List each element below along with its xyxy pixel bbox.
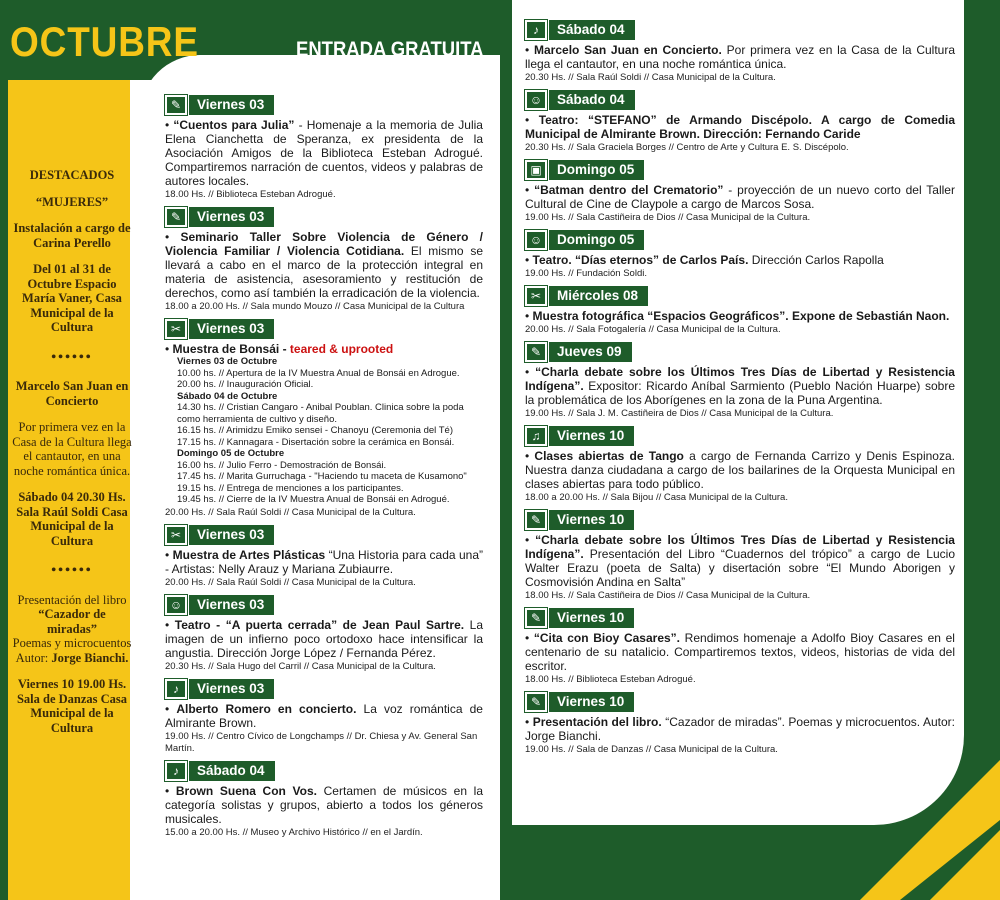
dance-icon: ♫	[525, 426, 547, 446]
event-description: • Clases abiertas de Tango a cargo de Fernanda Carrizo y Denis Espinoza. Nuestra danza ciudadana a cargo de los bailarines de la Orquesta Municipal en clases abiertas para todo público.	[525, 449, 955, 491]
music-note-icon: ♪	[165, 679, 187, 699]
event-text: - proyección de un nuevo corto del Taller Cultural de Cine de Claypole a cargo de Marcos Sosa.	[525, 183, 955, 211]
event-header	[165, 525, 483, 545]
event-title: “Cuentos para Julia”	[173, 118, 295, 132]
event-title: Teatro - “A puerta cerrada” de Jean Paul Sartre.	[174, 617, 465, 632]
event-description: • Seminario Taller Sobre Violencia de Género / Violencia Familiar / Violencia Cotidiana. El mismo se llevará a cabo en el marco de la protección integral en materia de asistencia, asesoramiento y restitución de derechos, como así también la erradicación de la violencia.	[165, 230, 483, 300]
book-pen-icon: ✎	[165, 207, 187, 227]
event-item	[165, 319, 483, 519]
event-text: Rendimos homenaje a Adolfo Bioy Casares en el centenario de su natalicio. Compartiremos textos, videos, historias de vida del escritor.	[525, 631, 955, 673]
page-title: OCTUBRE	[10, 18, 199, 65]
event-header	[165, 207, 483, 227]
schedule-line: 19.15 hs. // Entrega de menciones a los participantes.	[177, 482, 404, 494]
sidebar-marcelo-title: Marcelo San Juan en Concierto	[15, 379, 129, 408]
event-text: a cargo de Fernanda Carrizo y Denis Espinoza. Nuestra danza ciudadana a cargo de los bailarines de la Orquesta Municipal en clases abiertas para todo público.	[525, 449, 955, 491]
event-title: Presentación del libro.	[532, 715, 666, 729]
event-title: Alberto Romero en concierto.	[176, 701, 357, 716]
event-header	[525, 692, 955, 712]
event-meta: 20.30 Hs. // Sala Hugo del Carril // Casa Municipal de la Cultura.	[165, 660, 436, 672]
event-title: “Batman dentro del Crematorio”	[534, 183, 724, 197]
sidebar-fechas: Del 01 al 31 de Octubre Espacio María Vaner, Casa Municipal de la Cultura	[22, 262, 122, 334]
event-text: Dirección Carlos Rapolla	[748, 253, 884, 267]
music-note-icon: ♪	[525, 20, 547, 40]
art-tools-icon: ✂	[165, 525, 187, 545]
event-header	[525, 608, 955, 628]
schedule-line: 20.00 hs. // Inauguración Oficial.	[177, 379, 314, 390]
event-date: Domingo 05	[549, 230, 644, 250]
event-meta: 20.00 Hs. // Sala Raúl Soldi // Casa Municipal de la Cultura.	[165, 576, 416, 588]
event-meta: 18.00 a 20.00 Hs. // Sala Bijou // Casa Municipal de la Cultura.	[525, 492, 788, 503]
schedule-line: 14.30 hs. // Cristian Cangaro - Anibal Poublan. Clinica sobre la poda como herramienta de cultivo y diseño.	[177, 402, 464, 425]
film-camera-icon: ▣	[525, 160, 547, 180]
event-date: Sábado 04	[189, 761, 275, 781]
event-text: Expositor: Ricardo Aníbal Sarmiento (Pueblo Nación Huarpe) sobre la problemática de los Aborígenes en la zona de la Puna Argentina.	[525, 379, 955, 407]
sidebar-marcelo-desc: Por primera vez en la Casa de la Cultura llega el cantautor, en una noche romántica única.	[12, 420, 132, 478]
theater-masks-icon: ☺	[165, 595, 187, 615]
event-date: Domingo 05	[549, 160, 644, 180]
event-text: La voz romántica de Almirante Brown.	[165, 701, 483, 730]
event-header	[525, 342, 955, 362]
event-header	[165, 95, 483, 115]
event-description: • “Charla debate sobre los Últimos Tres Días de Libertad y Resistencia Indígena”. Presentación del Libro “Cuadernos del trópico” a cargo de Lucio Walter Erazu (poeta de Salta) y disertación sobre “El Mundo Aborigen y Cosmovisión Andina en Salta”	[525, 533, 955, 589]
sidebar-marcelo-when: Sábado 04 20.30 Hs. Sala Raúl Soldi Casa Municipal de la Cultura	[16, 490, 128, 548]
event-meta: 19.00 Hs. // Fundación Soldi.	[525, 268, 647, 279]
event-meta: 19.00 Hs. // Sala de Danzas // Casa Municipal de la Cultura.	[525, 744, 778, 755]
event-title: Teatro: “STEFANO” de Armando Discépolo. A cargo de Comedia Municipal de Almirante Brown. Dirección: Fernando Caride	[525, 113, 955, 141]
events-column-left	[165, 95, 483, 845]
event-header	[165, 761, 483, 781]
event-item	[165, 761, 483, 839]
event-text: “Una Historia para cada una” - Artistas: Nelly Arauz y Mariana Zubiaurre.	[165, 547, 484, 576]
event-description: • “Cuentos para Julia” - Homenaje a la memoria de Julia Elena Cianchetta de Speranza, ex presidenta de la Asociación Amigos de la Biblioteca Esteban Adrogué. Compartiremos narración de cuentos, videos y palabras de autores locales.	[165, 118, 483, 188]
event-header	[525, 510, 955, 530]
event-header	[165, 679, 483, 699]
event-date: Viernes 03	[189, 525, 274, 545]
event-item	[165, 525, 483, 589]
event-date: Jueves 09	[549, 342, 632, 362]
event-header	[525, 426, 955, 446]
event-description: • Teatro - “A puerta cerrada” de Jean Paul Sartre. La imagen de un infierno poco ortodoxo hace intensificar la angustia. Dirección Jorge López / Fernanda Pérez.	[165, 617, 483, 660]
music-note-icon: ♪	[165, 761, 187, 781]
schedule-line: 10.00 hs. // Apertura de la IV Muestra Anual de Bonsái en Adrogue.	[177, 367, 460, 379]
event-item	[525, 342, 955, 420]
event-header	[525, 230, 955, 250]
book-pen-icon: ✎	[165, 95, 187, 115]
schedule-line: 19.45 hs. // Cierre de la IV Muestra Anual de Bonsái en Adrogué.	[177, 494, 450, 505]
event-item	[165, 595, 483, 673]
event-item	[165, 95, 483, 201]
event-header	[165, 595, 483, 615]
event-meta: 20.30 Hs. // Sala Raúl Soldi // Casa Municipal de la Cultura.	[525, 72, 776, 83]
event-text: - Homenaje a la memoria de Julia Elena Cianchetta de Speranza, ex presidenta de la Asociación Amigos de la Biblioteca Esteban Adrogué. Compartiremos narración de cuentos, videos y palabras de autores locales.	[165, 118, 483, 188]
sidebar-libro-when: Viernes 10 19.00 Hs. Sala de Danzas Casa Municipal de la Cultura	[16, 677, 128, 735]
event-item	[525, 160, 955, 224]
schedule-line: 16.15 hs. // Arimidzu Emiko sensei - Chanoyu (Ceremonia del Té)	[177, 425, 453, 436]
theater-masks-icon: ☺	[525, 90, 547, 110]
event-meta: 15.00 a 20.00 Hs. // Museo y Archivo Histórico // en el Jardín.	[165, 826, 423, 838]
event-meta: 18.00 Hs. // Sala Castiñeira de Dios // Casa Municipal de la Cultura.	[525, 590, 811, 601]
event-meta: 18.00 Hs. // Biblioteca Esteban Adrogué.	[525, 674, 696, 685]
event-schedule	[165, 356, 483, 506]
event-date: Sábado 04	[549, 20, 635, 40]
book-pen-icon: ✎	[525, 692, 547, 712]
page-subtitle: ENTRADA GRATUITA	[296, 38, 484, 61]
event-description: • Presentación del libro. “Cazador de miradas”. Poemas y microcuentos. Autor: Jorge Bianchi.	[525, 715, 955, 743]
event-header	[525, 160, 955, 180]
event-description: • Brown Suena Con Vos. Certamen de músicos en la categoría solistas y grupos, abierto a todos los géneros musicales.	[165, 783, 484, 826]
event-date: Viernes 03	[189, 595, 274, 615]
event-header	[525, 90, 955, 110]
event-meta: 20.00 Hs. // Sala Raúl Soldi // Casa Municipal de la Cultura.	[165, 506, 416, 518]
sidebar-mujeres: “MUJERES”	[35, 194, 109, 209]
event-header	[525, 20, 955, 40]
event-title: “Charla debate sobre los Últimos Tres Días de Libertad y Resistencia Indígena”.	[525, 365, 955, 393]
event-meta: 19.00 Hs. // Sala J. M. Castiñeira de Dios // Casa Municipal de la Cultura.	[525, 408, 834, 419]
event-description: • Muestra de Bonsái - teared & uprooted	[165, 342, 394, 356]
event-description: • “Charla debate sobre los Últimos Tres Días de Libertad y Resistencia Indígena”. Expositor: Ricardo Aníbal Sarmiento (Pueblo Nación Huarpe) sobre la problemática de los Aborígenes en la zona de la Puna Argentina.	[525, 365, 955, 407]
schedule-line: 17.15 hs. // Kannagara - Disertación sobre la cerámica en Bonsái.	[177, 436, 455, 448]
event-title: Marcelo San Juan en Concierto.	[534, 43, 722, 57]
event-item	[525, 608, 955, 686]
event-text: “Cazador de miradas”. Poemas y microcuentos. Autor: Jorge Bianchi.	[525, 715, 955, 743]
event-title: Muestra de Artes Plásticas	[172, 547, 329, 562]
theater-masks-icon: ☺	[525, 230, 547, 250]
event-item	[525, 90, 955, 154]
sidebar-presentacion: Presentación del libro “Cazador de miradas” Poemas y microcuentos Autor: Jorge Bianchi.	[12, 592, 132, 665]
event-date: Viernes 10	[549, 608, 634, 628]
event-highlight: teared & uprooted	[289, 342, 394, 356]
event-meta: 18.00 Hs. // Biblioteca Esteban Adrogué.	[165, 189, 336, 200]
event-title: Teatro. “Días eternos” de Carlos País.	[532, 253, 749, 267]
event-item	[525, 510, 955, 602]
event-title: “Charla debate sobre los Últimos Tres Días de Libertad y Resistencia Indígena”.	[525, 533, 955, 561]
event-title: Seminario Taller Sobre Violencia de Género / Violencia Familiar / Violencia Cotidiana.	[165, 230, 483, 258]
events-column-right	[525, 20, 955, 762]
event-item	[525, 20, 955, 84]
event-description: • Teatro. “Días eternos” de Carlos País. Dirección Carlos Rapolla	[525, 253, 884, 267]
schedule-line: Sábado 04 de Octubre	[177, 390, 278, 402]
event-description: • “Cita con Bioy Casares”. Rendimos homenaje a Adolfo Bioy Casares en el centenario de su natalicio. Compartiremos textos, videos, historias de vida del escritor.	[525, 631, 955, 673]
event-meta: 18.00 a 20.00 Hs. // Sala mundo Mouzo // Casa Municipal de la Cultura	[165, 301, 465, 312]
event-description: • “Batman dentro del Crematorio” - proyección de un nuevo corto del Taller Cultural de Cine de Claypole a cargo de Marcos Sosa.	[525, 183, 955, 211]
event-item	[525, 692, 955, 756]
event-description: • Alberto Romero en concierto. La voz romántica de Almirante Brown.	[165, 701, 483, 730]
sidebar-heading: DESTACADOS	[29, 168, 115, 182]
event-title: Clases abiertas de Tango	[534, 449, 684, 463]
event-title: “Cita con Bioy Casares”.	[533, 631, 680, 645]
event-date: Viernes 03	[189, 207, 274, 227]
book-pen-icon: ✎	[525, 510, 547, 530]
event-date: Sábado 04	[549, 90, 635, 110]
event-text: Por primera vez en la Casa de la Cultura llega el cantautor, en una noche romántica única.	[525, 43, 956, 71]
event-header	[165, 319, 483, 339]
event-date: Viernes 10	[549, 692, 634, 712]
event-text: Presentación del Libro “Cuadernos del trópico” a cargo de Lucio Walter Erazu (poeta de Salta) y disertación sobre “El Mundo Aborigen y Cosmovisión Andina en Salta”	[525, 547, 955, 589]
sidebar-divider: ••••••	[51, 563, 93, 578]
art-tools-icon: ✂	[525, 286, 547, 306]
event-title: Muestra fotográfica “Espacios Geográficos”. Expone de Sebastián Naon.	[532, 309, 950, 323]
event-text: Certamen de músicos en la categoría solistas y grupos, abierto a todos los géneros musicales.	[165, 783, 484, 826]
event-description: • Muestra fotográfica “Espacios Geográficos”. Expone de Sebastián Naon.	[525, 309, 950, 323]
event-header	[525, 286, 955, 306]
event-title: Brown Suena Con Vos.	[175, 783, 317, 798]
event-meta: 19.00 Hs. // Sala Castiñeira de Dios // Casa Municipal de la Cultura.	[525, 212, 811, 223]
event-item	[165, 679, 483, 755]
event-item	[165, 207, 483, 313]
book-pen-icon: ✎	[525, 342, 547, 362]
event-date: Viernes 03	[189, 95, 274, 115]
event-item	[525, 230, 955, 280]
schedule-line: Viernes 03 de Octubre	[177, 356, 278, 367]
sidebar-highlights	[12, 168, 132, 747]
event-item	[525, 286, 955, 336]
event-item	[525, 426, 955, 504]
schedule-line: 16.00 hs. // Julio Ferro - Demostración de Bonsái.	[177, 459, 387, 471]
left-strip	[0, 80, 8, 900]
event-text: La imagen de un infierno poco ortodoxo hace intensificar la angustia. Dirección Jorge López / Fernanda Pérez.	[165, 617, 483, 660]
event-description: • Teatro: “STEFANO” de Armando Discépolo. A cargo de Comedia Municipal de Almirante Brown. Dirección: Fernando Caride	[525, 113, 955, 141]
art-tools-icon: ✂	[165, 319, 187, 339]
event-text: El mismo se llevará a cabo en el marco de la protección integral en materia de asistencia, asesoramiento y restitución de derechos, como así también la erradicación de la violencia.	[165, 244, 483, 300]
schedule-line: 17.45 hs. // Marita Gurruchaga - "Haciendo tu maceta de Kusamono"	[177, 471, 467, 482]
event-meta: 20.00 Hs. // Sala Fotogalería // Casa Municipal de la Cultura.	[525, 324, 781, 335]
event-meta: 20.30 Hs. // Sala Graciela Borges // Centro de Arte y Cultura E. S. Discépolo.	[525, 142, 849, 153]
book-pen-icon: ✎	[525, 608, 547, 628]
event-title: Muestra de Bonsái -	[172, 342, 290, 356]
event-date: Viernes 03	[189, 679, 274, 699]
event-description: • Marcelo San Juan en Concierto. Por primera vez en la Casa de la Cultura llega el cantautor, en una noche romántica única.	[525, 43, 956, 71]
sidebar-divider: ••••••	[51, 349, 93, 365]
event-date: Viernes 10	[549, 510, 634, 530]
event-description: • Muestra de Artes Plásticas “Una Historia para cada una” - Artistas: Nelly Arauz y Mariana Zubiaurre.	[165, 547, 484, 576]
event-meta: 19.00 Hs. // Centro Cívico de Longchamps // Dr. Chiesa y Av. General San Martín.	[165, 730, 478, 754]
schedule-line: Domingo 05 de Octubre	[177, 448, 285, 459]
event-date: Viernes 03	[189, 319, 274, 339]
event-date: Miércoles 08	[549, 286, 648, 306]
event-date: Viernes 10	[549, 426, 634, 446]
sidebar-instalacion: Instalación a cargo de Carina Perello	[13, 221, 131, 250]
